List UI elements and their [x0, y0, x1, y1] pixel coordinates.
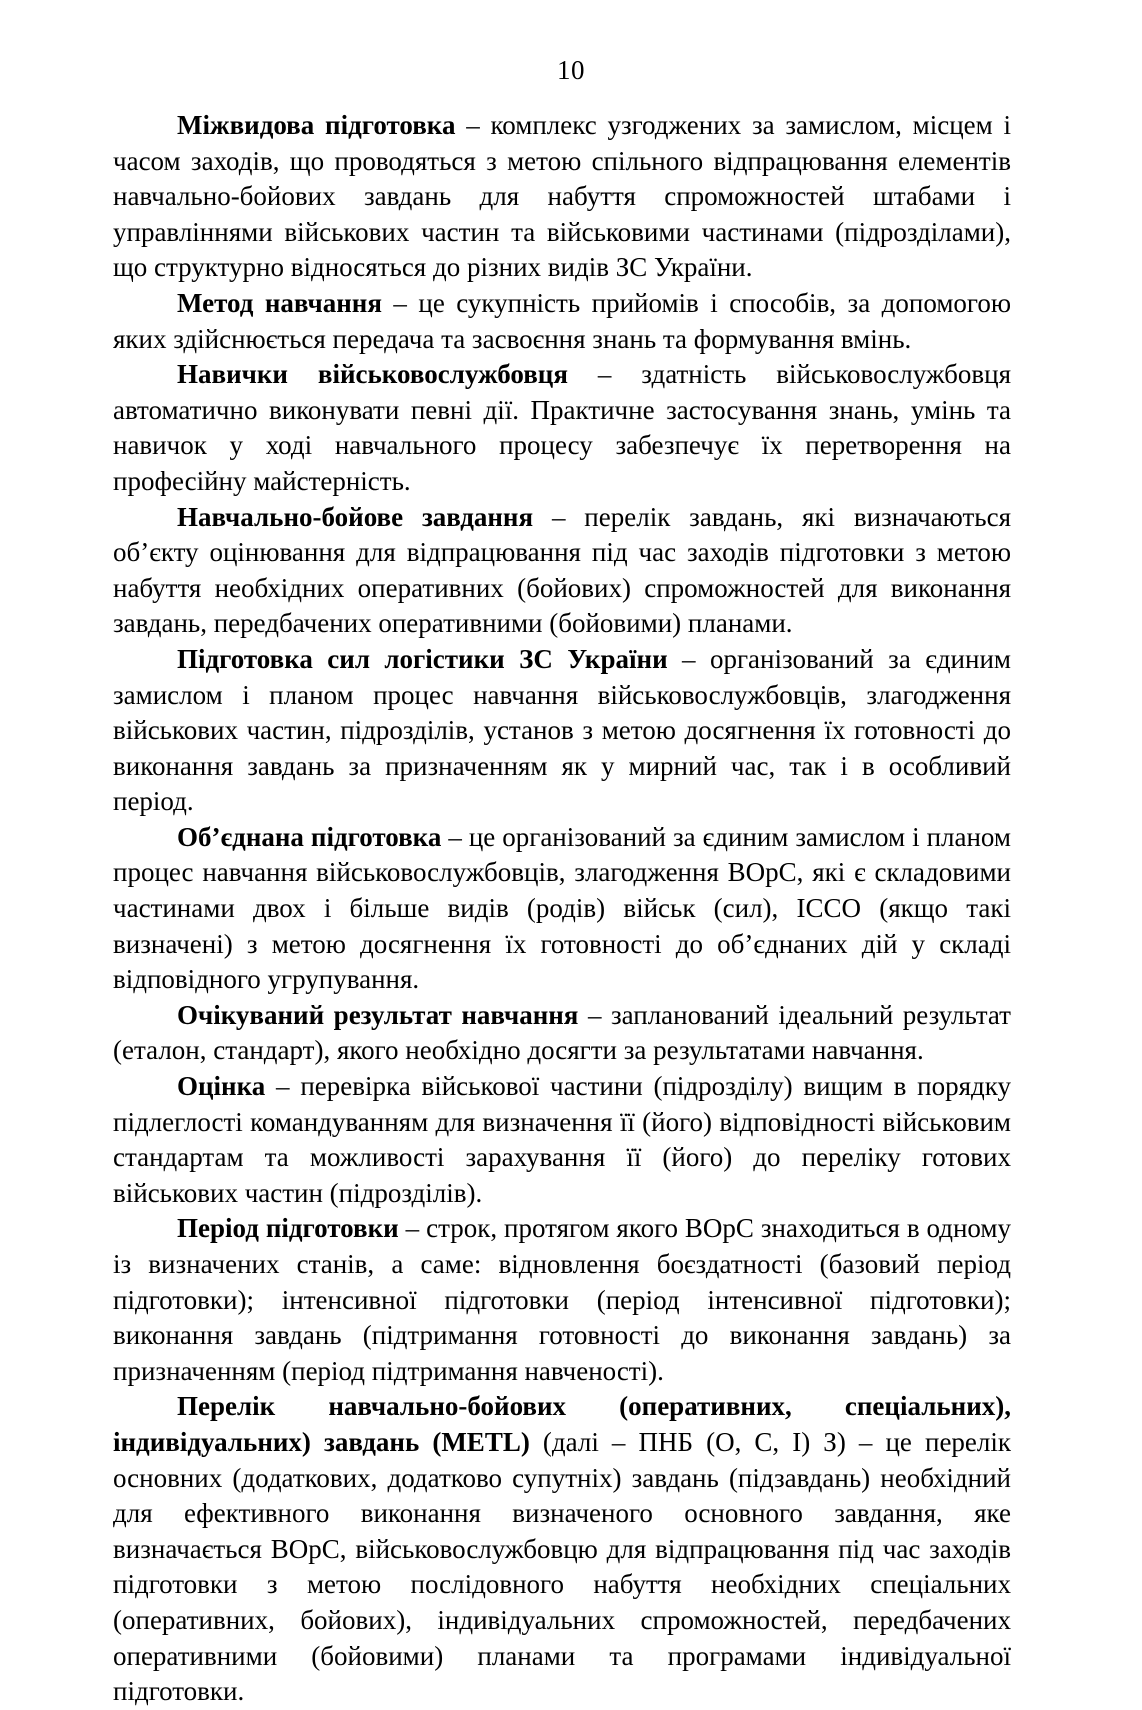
definition-term: Метод навчання [177, 287, 382, 318]
definition-term: Об’єднана підготовка [177, 821, 442, 852]
definition-text: – це організований за єдиним замислом і планом процес навчання військовослужбовців, злагодження ВОрС, які є складовими частинами двох і більше видів (родів) військ (сил), ІССО (якщо такі визначені) з метою досягнення їх готовності до об’єднаних дій у складі відповідного угрупування. [113, 821, 1011, 995]
definition-term: Перелік навчально-бойових (оперативних, спеціальних), індивідуальних) завдань (METL) [113, 1391, 1011, 1457]
definition-paragraph [113, 1211, 1011, 1389]
definition-term: Період підготовки [177, 1213, 399, 1244]
definition-paragraph [113, 357, 1011, 499]
definition-paragraph [113, 108, 1011, 286]
definition-text: – це сукупність прийомів і способів, за допомогою яких здійснюється передача та засвоєння знань та формування вмінь. [113, 287, 1011, 354]
definition-paragraph [113, 500, 1011, 642]
definition-text: (далі – ПНБ (О, С, І) З) – це перелік основних (додаткових, додатково супутніх) завдань (підзавдань) необхідний для ефективного виконання визначеного основного завдання, яке визначається ВОрС, військовослужбовцю для відпрацювання під час заходів підготовки з метою послідовного набуття необхідних спеціальних (оперативних, бойових), індивідуальних спроможностей, передбачених оперативними (бойовими) планами та програмами індивідуальної підготовки. [113, 1426, 1012, 1707]
definition-term: Підготовка сил логістики ЗС України [177, 643, 668, 674]
definition-term: Оцінка [177, 1071, 266, 1102]
definition-term: Міжвидова підготовка [177, 110, 456, 140]
definition-paragraph [113, 998, 1011, 1069]
definition-paragraph [113, 642, 1011, 820]
definition-text: – комплекс узгоджених за замислом, місцем і часом заходів, що проводяться з метою спільного відпрацювання елементів навчально-бойових завдань для набуття спроможностей штабами і управліннями військових частин та військовими частинами (підрозділами), що структурно відносяться до різних видів ЗС України. [113, 110, 1011, 283]
definition-term: Очікуваний результат навчання [177, 999, 579, 1030]
definition-paragraph [113, 1069, 1011, 1211]
definition-paragraph [113, 820, 1011, 998]
definition-text: – організований за єдиним замислом і планом процес навчання військовослужбовців, злагодження військових частин, підрозділів, установ з метою досягнення їх готовності до виконання завдань за призначенням як у мирний час, так і в особливий період. [113, 643, 1011, 817]
definition-term: Навички військовослужбовця [177, 359, 568, 390]
definition-text: – запланований ідеальний результат (еталон, стандарт), якого необхідно досягти за результатами навчання. [113, 999, 1011, 1066]
definition-text: – перевірка військової частини (підрозділу) вищим в порядку підлеглості командуванням для визначення її (його) відповідності військовим стандартам та можливості зарахування її (його) до переліку готових військових частин (підрозділів). [113, 1071, 1011, 1208]
page-number: 10 [557, 55, 585, 85]
definition-text: – строк, протягом якого ВОрС знаходиться в одному із визначених станів, а саме: відновлення боєздатності (базовий період підготовки); інтенсивної підготовки (період інтенсивної підготовки); виконання завдань (підтримання готовності до виконання завдань) за призначенням (період підтримання навченості). [113, 1213, 1012, 1386]
definition-paragraph [113, 1389, 1011, 1709]
definition-paragraph [113, 286, 1011, 357]
document-body [113, 108, 1011, 1710]
definition-text: – здатність військовослужбовця автоматично виконувати певні дії. Практичне застосування знань, умінь та навичок у ході навчального процесу забезпечує їх перетворення на професійну майстерність. [113, 359, 1011, 496]
definition-term: Навчально-бойове завдання [177, 501, 534, 532]
definition-text: – перелік завдань, які визначаються об’єкту оцінювання для відпрацювання під час заходів підготовки з метою набуття необхідних оперативних (бойових) спроможностей для виконання завдань, передбачених оперативними (бойовими) планами. [113, 501, 1011, 639]
